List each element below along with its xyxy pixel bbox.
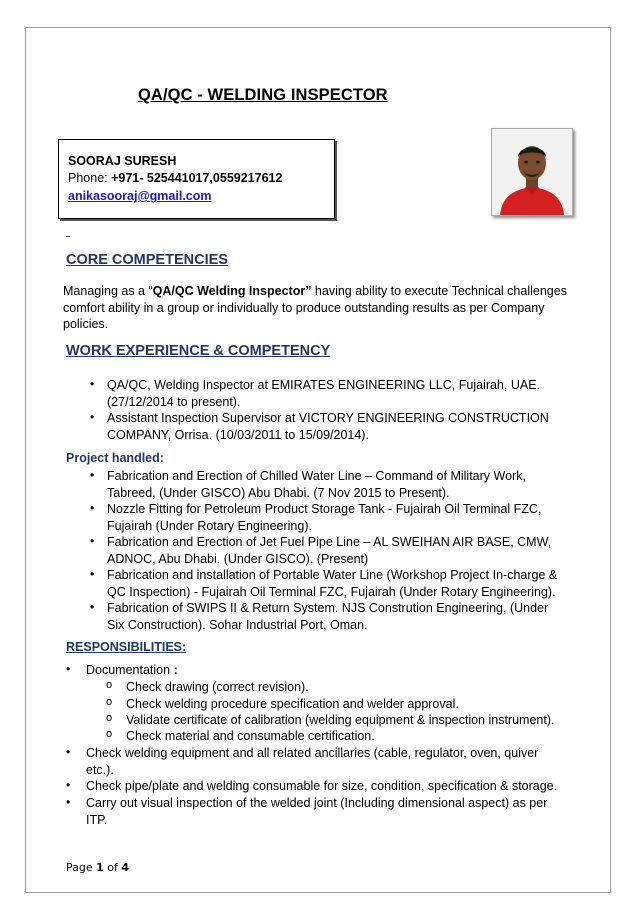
work-item [107,410,549,443]
page-total: 4 [121,861,130,874]
documentation-sub-item: Check welding procedure specification and welder approval. [126,697,459,711]
page-footer [66,861,129,874]
project-item [107,501,541,534]
bullet-icon: • [66,662,71,676]
circle-bullet-icon: o [106,712,113,724]
documentation-sub-item: Check drawing (correct revision). [126,680,309,694]
phone-label: Phone: [68,171,112,185]
stray-mark [66,236,70,237]
responsibility-line: etc.). [86,762,114,777]
work-item-line: QA/QC, Welding Inspector at EMIRATES ENGINEERING LLC, Fujairah, UAE. [107,378,541,392]
project-item [107,468,526,501]
documentation-sub-item: Check material and consumable certification. [126,729,375,743]
core-text-after: having ability to execute Technical challenges comfort ability in a group or individually to produce outstanding results as per Company policies. [63,284,567,331]
contact-phone [68,171,282,185]
project-item-line: Fabrication and Erection of Chilled Water Line – Command of Military Work, [107,469,526,483]
circle-bullet-icon: o [106,679,113,691]
contact-box [58,139,335,219]
project-item-line: Six Construction). Sohar Industrial Port, Oman. [107,617,368,632]
bullet-icon: • [90,377,95,391]
project-item-line: ADNOC, Abu Dhabi. (Under GISCO). (Present) [107,551,369,566]
page-number: 1 [96,861,104,874]
project-item-line: Nozzle Fitting for Petroleum Product Storage Tank - Fujairah Oil Terminal FZC, [107,502,542,516]
page-label: Page [66,861,97,874]
project-item-line: Fabrication of SWIPS II & Return System. NJS Constrution Engineering, (Under [107,601,549,615]
contact-name: SOORAJ SURESH [68,154,177,168]
responsibility-item [86,745,538,778]
circle-bullet-icon: o [106,728,113,740]
core-competencies-text [63,283,583,333]
work-experience-heading: WORK EXPERIENCE & COMPETENCY [66,343,331,359]
documentation-sub-item: Validate certificate of calibration (welding equipment & inspection instrument). [126,713,555,727]
phone-value: +971- 525441017,0559217612 [111,171,283,185]
project-item-line: Fujairah (Under Rotary Engineering). [107,518,312,533]
contact-email-link[interactable]: anikasooraj@gmail.com [68,189,212,203]
bullet-icon: • [90,567,95,581]
project-item-line: Fabrication and Erection of Jet Fuel Pipe Line – AL SWEIHAN AIR BASE, CMW, [107,535,552,549]
page-of-label: of [103,861,122,874]
bullet-icon: • [90,468,95,482]
project-item [107,567,557,600]
work-item-line: (27/12/2014 to present). [107,394,241,409]
project-item [107,600,548,633]
work-item [107,377,540,410]
project-item [107,534,551,567]
responsibilities-heading: RESPONSIBILITIES: [66,640,187,654]
project-item-line: Fabrication and installation of Portable Water Line (Workshop Project In-charge & [107,568,558,582]
core-text-before: Managing as a “ [63,284,153,298]
document-title: QA/QC - WELDING INSPECTOR [138,86,388,104]
bullet-icon: • [66,778,71,792]
responsibility-line: Carry out visual inspection of the welded joint (Including dimensional aspect) as per [86,796,548,810]
bullet-icon: • [90,501,95,515]
documentation-item [86,662,178,679]
circle-bullet-icon: o [106,696,113,708]
core-competencies-heading: CORE COMPETENCIES [66,252,228,268]
bullet-icon: • [90,534,95,548]
documentation-colon: : [170,663,178,677]
core-text-bold: QA/QC Welding Inspector” [152,284,312,298]
work-item-line: Assistant Inspection Supervisor at VICTORY ENGINEERING CONSTRUCTION [107,411,549,425]
bullet-icon: • [90,600,95,614]
bullet-icon: • [66,795,71,809]
project-item-line: QC Inspection) - Fujairah Oil Terminal FZC, Fujairah (Under Rotary Engineering). [107,584,556,599]
project-item-line: Tabreed, (Under GISCO) Abu Dhabi. (7 Nov 2015 to Present). [107,485,450,500]
responsibility-item [86,795,547,828]
bullet-icon: • [90,410,95,424]
responsibility-item [86,778,557,795]
responsibility-line: Check pipe/plate and welding consumable for size, condition, specification & storage. [86,779,558,793]
project-handled-heading: Project handled: [66,451,164,465]
bullet-icon: • [66,745,71,759]
work-item-line: COMPANY, Orrisa. (10/03/2011 to 15/09/2014). [107,427,369,442]
profile-photo [491,128,573,216]
responsibility-line: Check welding equipment and all related ancillaries (cable, regulator, oven, quiver [86,746,539,760]
responsibility-line: ITP. [86,812,108,827]
documentation-label: Documentation [86,663,171,677]
